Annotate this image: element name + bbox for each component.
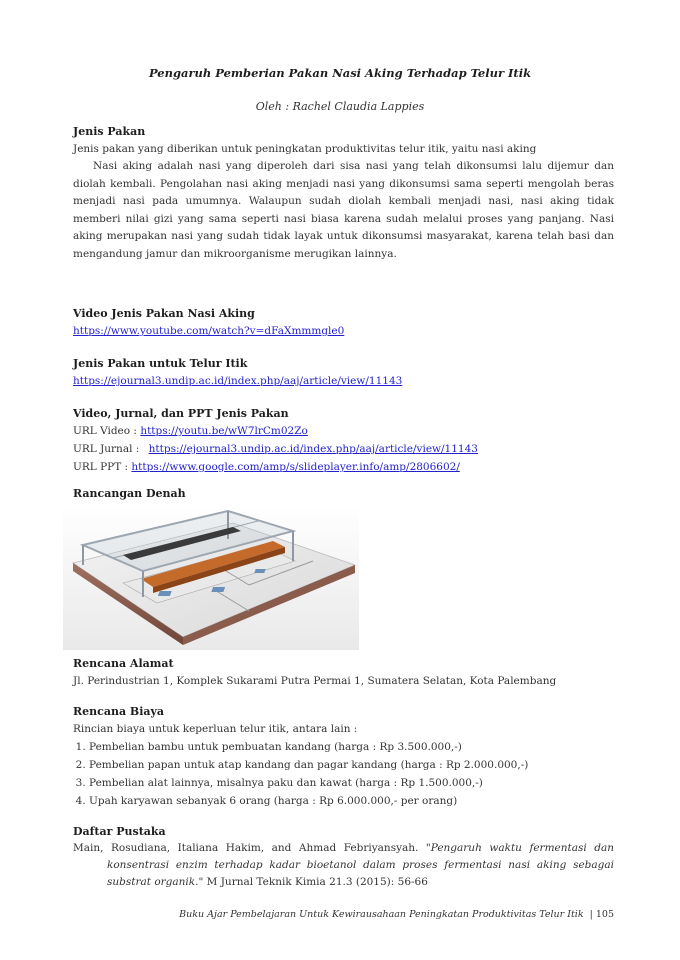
section-rencana-alamat <box>73 656 614 690</box>
section-rancangan-denah <box>73 486 614 502</box>
document-title: Pengaruh Pemberian Pakan Nasi Aking Terhadap Telur Itik <box>148 66 532 80</box>
section-rencana-biaya <box>73 704 614 810</box>
list-item: 1. Pembelian bambu untuk pembuatan kandang (harga : Rp 3.500.000,-) <box>89 738 614 756</box>
list-item: 4. Upah karyawan sebanyak 6 orang (harga : Rp 6.000.000,- per orang) <box>89 792 614 810</box>
jenis-pakan-heading: Jenis Pakan <box>73 125 146 138</box>
url-jurnal-link[interactable]: https://ejournal3.undip.ac.id/index.php/aaj/article/view/11143 <box>148 443 478 455</box>
page-footer <box>179 909 614 920</box>
reference-authors: Main, Rosudiana, Italiana Hakim, and Ahmad Febriyansyah. <box>73 842 419 854</box>
url-ppt-label: URL PPT : <box>73 461 129 473</box>
video-nasi-aking-heading: Video Jenis Pakan Nasi Aking <box>73 307 255 320</box>
url-video-link[interactable]: https://youtu.be/wW7lrCm02Zo <box>140 425 308 437</box>
kandang-3d-render-image <box>63 505 359 650</box>
list-item: 2. Pembelian papan untuk atap kandang dan pagar kandang (harga : Rp 2.000.000,-) <box>89 756 614 774</box>
section-jenis-pakan <box>73 124 614 263</box>
reference-source: M Jurnal Teknik Kimia 21.3 (2015): 56-66 <box>203 876 428 888</box>
video-jurnal-ppt-heading: Video, Jurnal, dan PPT Jenis Pakan <box>73 407 289 420</box>
reference-entry <box>73 840 614 891</box>
url-video-label: URL Video : <box>73 425 137 437</box>
document-author: Oleh : Rachel Claudia Lappies <box>255 100 425 113</box>
rencana-biaya-heading: Rencana Biaya <box>73 705 165 718</box>
page-number: | 105 <box>589 909 614 920</box>
jenis-pakan-paragraph: Nasi aking adalah nasi yang diperoleh dari sisa nasi yang telah dikonsumsi lalu dijemur dan diolah kembali. Pengolahan nasi aking menjadi nasi yang dikonsumsi sama seperti mengolah beras menjadi nasi pada umumnya. Walaupun sudah diolah kembali menjadi nasi, nasi aking tidak memberi nilai gizi yang sama seperti nasi biasa karena sudah melalui proses yang panjang. Nasi aking merupakan nasi yang sudah tidak layak untuk dikonsumsi masyarakat, karena telah basi dan mengandung jamur dan mikroorganisme merugikan lainnya. <box>73 160 614 260</box>
reference-title: "Pengaruh waktu fermentasi dan konsentrasi enzim terhadap kadar bioetanol dalam proses fermentasi nasi aking sebagai substrat organik." <box>107 842 614 888</box>
jenis-pakan-line: Jenis pakan yang diberikan untuk peningkatan produktivitas telur itik, yaitu nasi aking <box>73 143 537 155</box>
rencana-biaya-intro: Rincian biaya untuk keperluan telur itik, antara lain : <box>73 723 358 735</box>
rencana-alamat-heading: Rencana Alamat <box>73 657 174 670</box>
rancangan-denah-heading: Rancangan Denah <box>73 487 186 500</box>
url-ppt-link[interactable]: https://www.google.com/amp/s/slideplayer.info/amp/2806602/ <box>131 461 460 473</box>
footer-book-title: Buku Ajar Pembelajaran Untuk Kewirausahaan Peningkatan Produktivitas Telur Itik <box>179 909 584 920</box>
section-pakan-telur <box>73 356 614 390</box>
rencana-biaya-list <box>73 738 614 810</box>
list-item: 3. Pembelian alat lainnya, misalnya paku dan kawat (harga : Rp 1.500.000,-) <box>89 774 614 792</box>
section-daftar-pustaka <box>73 824 614 891</box>
rencana-alamat-text: Jl. Perindustrian 1, Komplek Sukarami Putra Permai 1, Sumatera Selatan, Kota Palembang <box>73 675 557 687</box>
pakan-telur-heading: Jenis Pakan untuk Telur Itik <box>73 357 248 370</box>
video-nasi-aking-link[interactable]: https://www.youtube.com/watch?v=dFaXmmmgle0 <box>73 325 345 337</box>
url-jurnal-label: URL Jurnal : <box>73 443 140 455</box>
pakan-telur-link[interactable]: https://ejournal3.undip.ac.id/index.php/aaj/article/view/11143 <box>73 375 403 387</box>
section-video-nasi-aking <box>73 306 614 340</box>
daftar-pustaka-heading: Daftar Pustaka <box>73 825 166 838</box>
section-video-jurnal-ppt <box>73 406 614 476</box>
